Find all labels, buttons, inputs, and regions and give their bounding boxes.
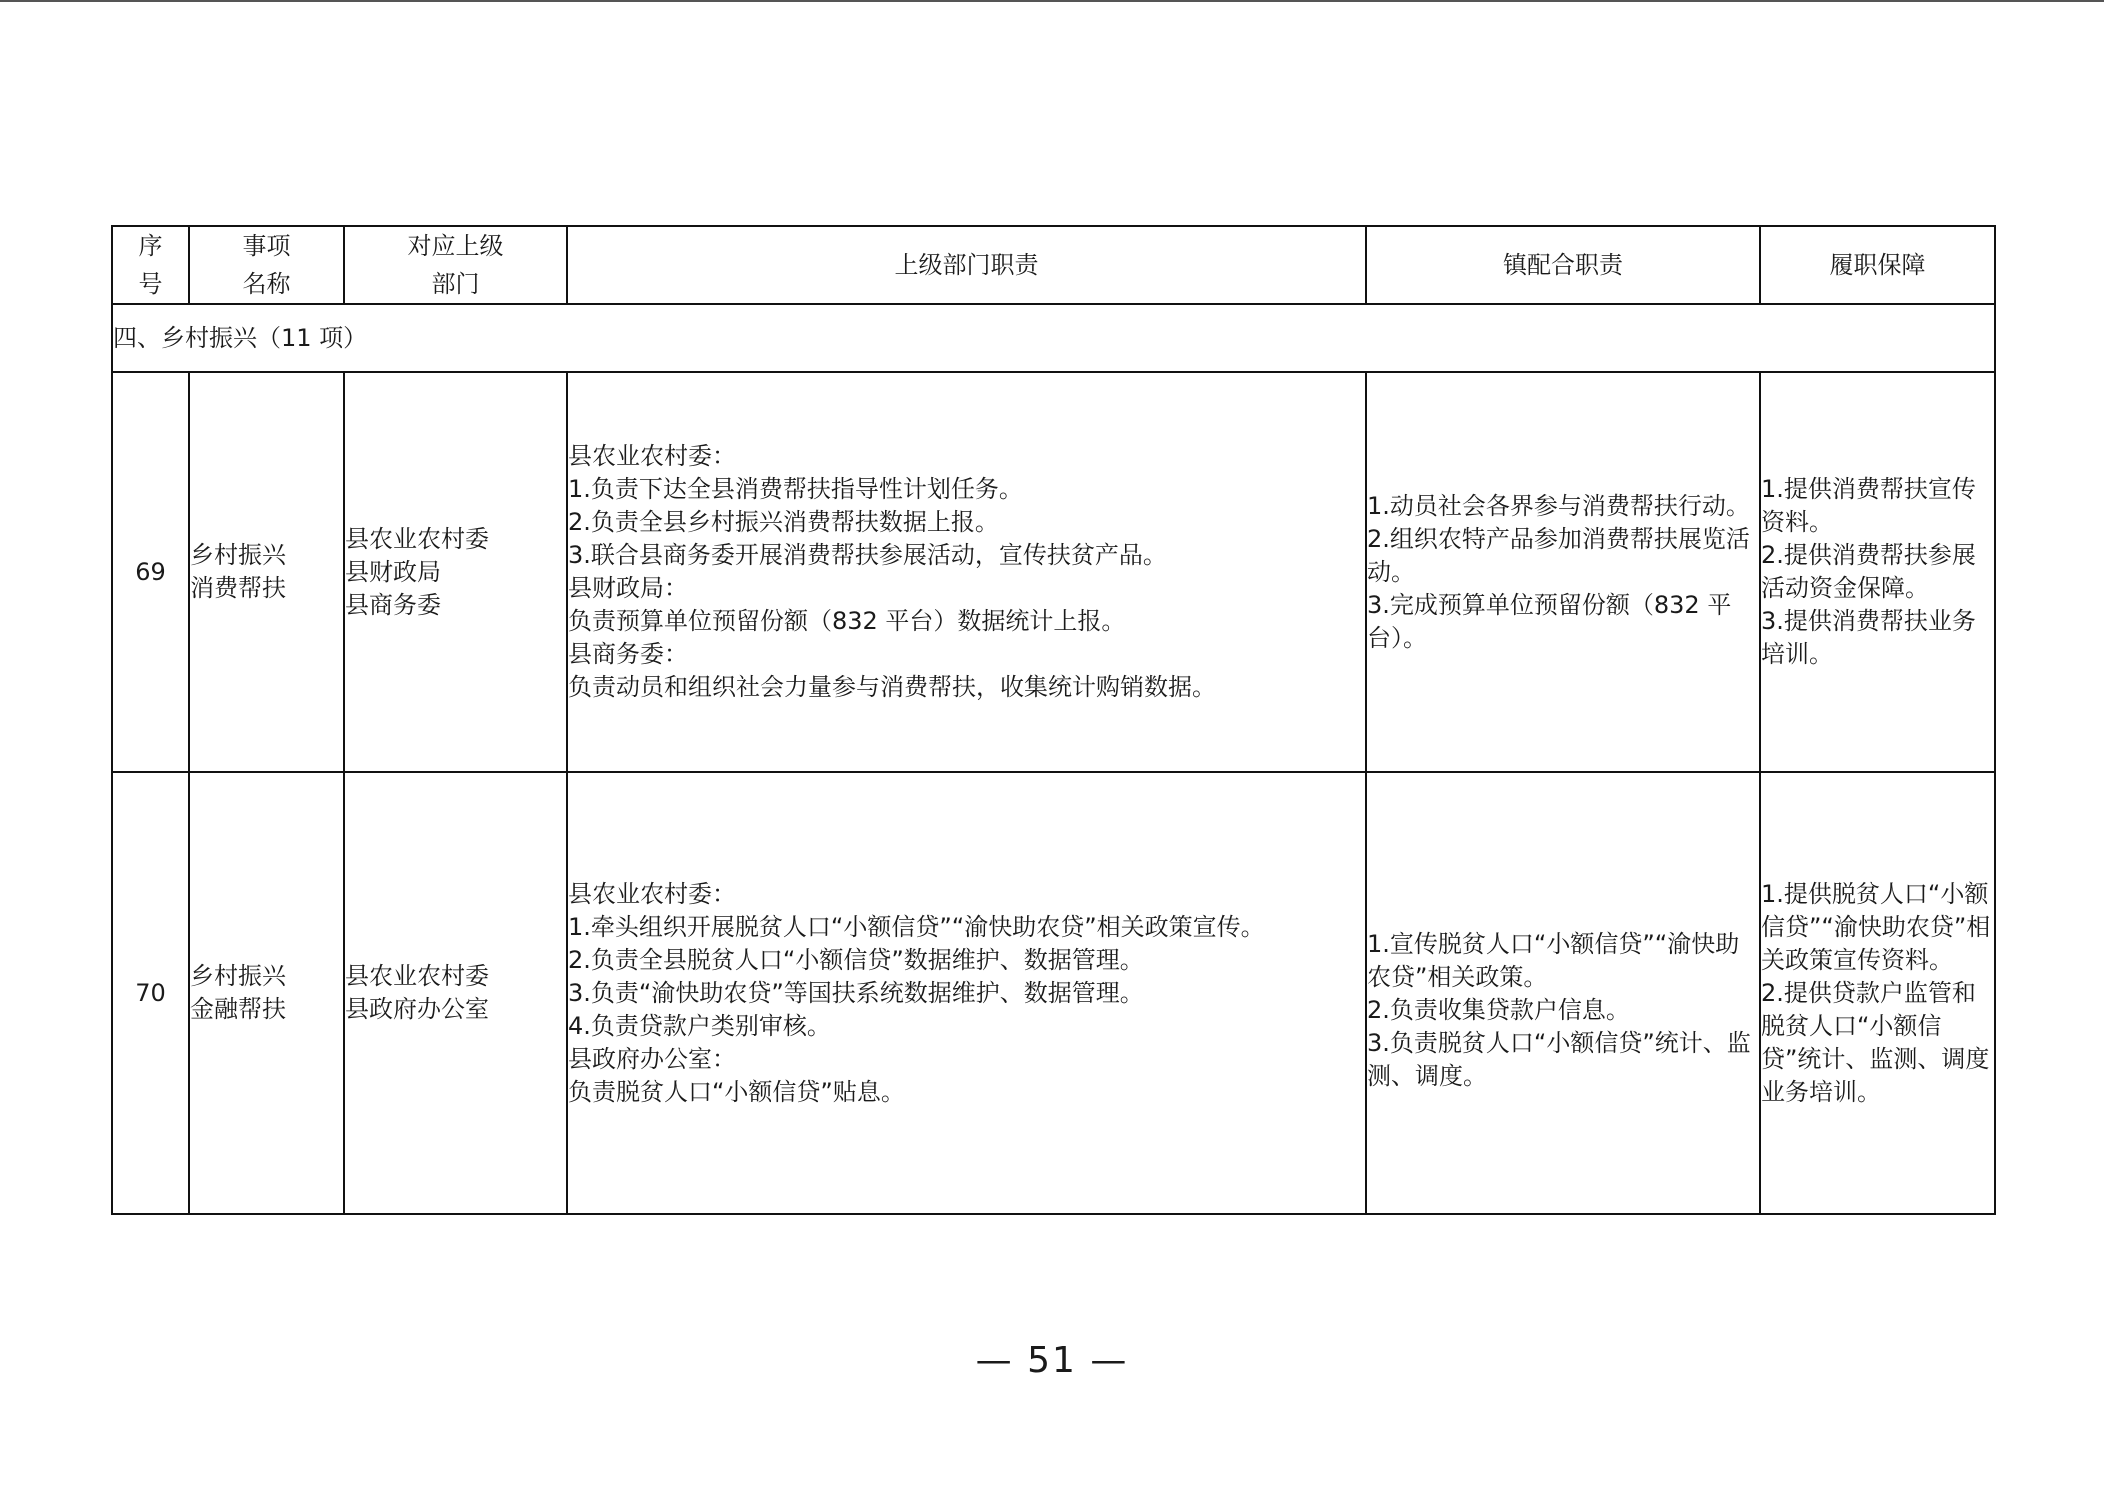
departments-cell: 县农业农村委 县财政局 县商务委 [344, 372, 567, 772]
section-title: 四、乡村振兴（11 项） [112, 304, 1995, 372]
table-row [112, 772, 1995, 1214]
item-name-cell: 乡村振兴 金融帮扶 [189, 772, 344, 1214]
header-upper-department: 对应上级 部门 [344, 226, 567, 304]
page-number: — 51 — [975, 1340, 1129, 1381]
departments-cell: 县农业农村委 县政府办公室 [344, 772, 567, 1214]
header-serial-number: 序 号 [112, 226, 189, 304]
town-duties-cell: 1.动员社会各界参与消费帮扶行动。 2.组织农特产品参加消费帮扶展览活动。 3.完成预算单位预留份额（832 平台）。 [1366, 372, 1760, 772]
header-item-name: 事项 名称 [189, 226, 344, 304]
town-duties-cell: 1.宣传脱贫人口“小额信贷”“渝快助农贷”相关政策。 2.负责收集贷款户信息。 3.负责脱贫人口“小额信贷”统计、监测、调度。 [1366, 772, 1760, 1214]
upper-duties-cell: 县农业农村委： 1.负责下达全县消费帮扶指导性计划任务。 2.负责全县乡村振兴消费帮扶数据上报。 3.联合县商务委开展消费帮扶参展活动，宣传扶贫产品。 县财政局： 负责预算单位预留份额（832 平台）数据统计上报。 县商务委： 负责动员和组织社会力量参与消费帮扶，收集统计购销数据。 [567, 372, 1366, 772]
page-top-border [0, 0, 2104, 2]
table-header-row [112, 226, 1995, 304]
item-name-cell: 乡村振兴 消费帮扶 [189, 372, 344, 772]
header-town-duties: 镇配合职责 [1366, 226, 1760, 304]
header-guarantee: 履职保障 [1760, 226, 1995, 304]
section-row [112, 304, 1995, 372]
header-upper-duties: 上级部门职责 [567, 226, 1366, 304]
row-number: 70 [112, 772, 189, 1214]
guarantee-cell: 1.提供脱贫人口“小额信贷”“渝快助农贷”相关政策宣传资料。 2.提供贷款户监管和脱贫人口“小额信贷”统计、监测、调度业务培训。 [1760, 772, 1995, 1214]
upper-duties-cell: 县农业农村委： 1.牵头组织开展脱贫人口“小额信贷”“渝快助农贷”相关政策宣传。 2.负责全县脱贫人口“小额信贷”数据维护、数据管理。 3.负责“渝快助农贷”等国扶系统数据维护、数据管理。 4.负责贷款户类别审核。 县政府办公室： 负责脱贫人口“小额信贷”贴息。 [567, 772, 1366, 1214]
row-number: 69 [112, 372, 189, 772]
table-row [112, 372, 1995, 772]
guarantee-cell: 1.提供消费帮扶宣传资料。 2.提供消费帮扶参展活动资金保障。 3.提供消费帮扶业务培训。 [1760, 372, 1995, 772]
responsibility-table [111, 225, 1996, 1215]
